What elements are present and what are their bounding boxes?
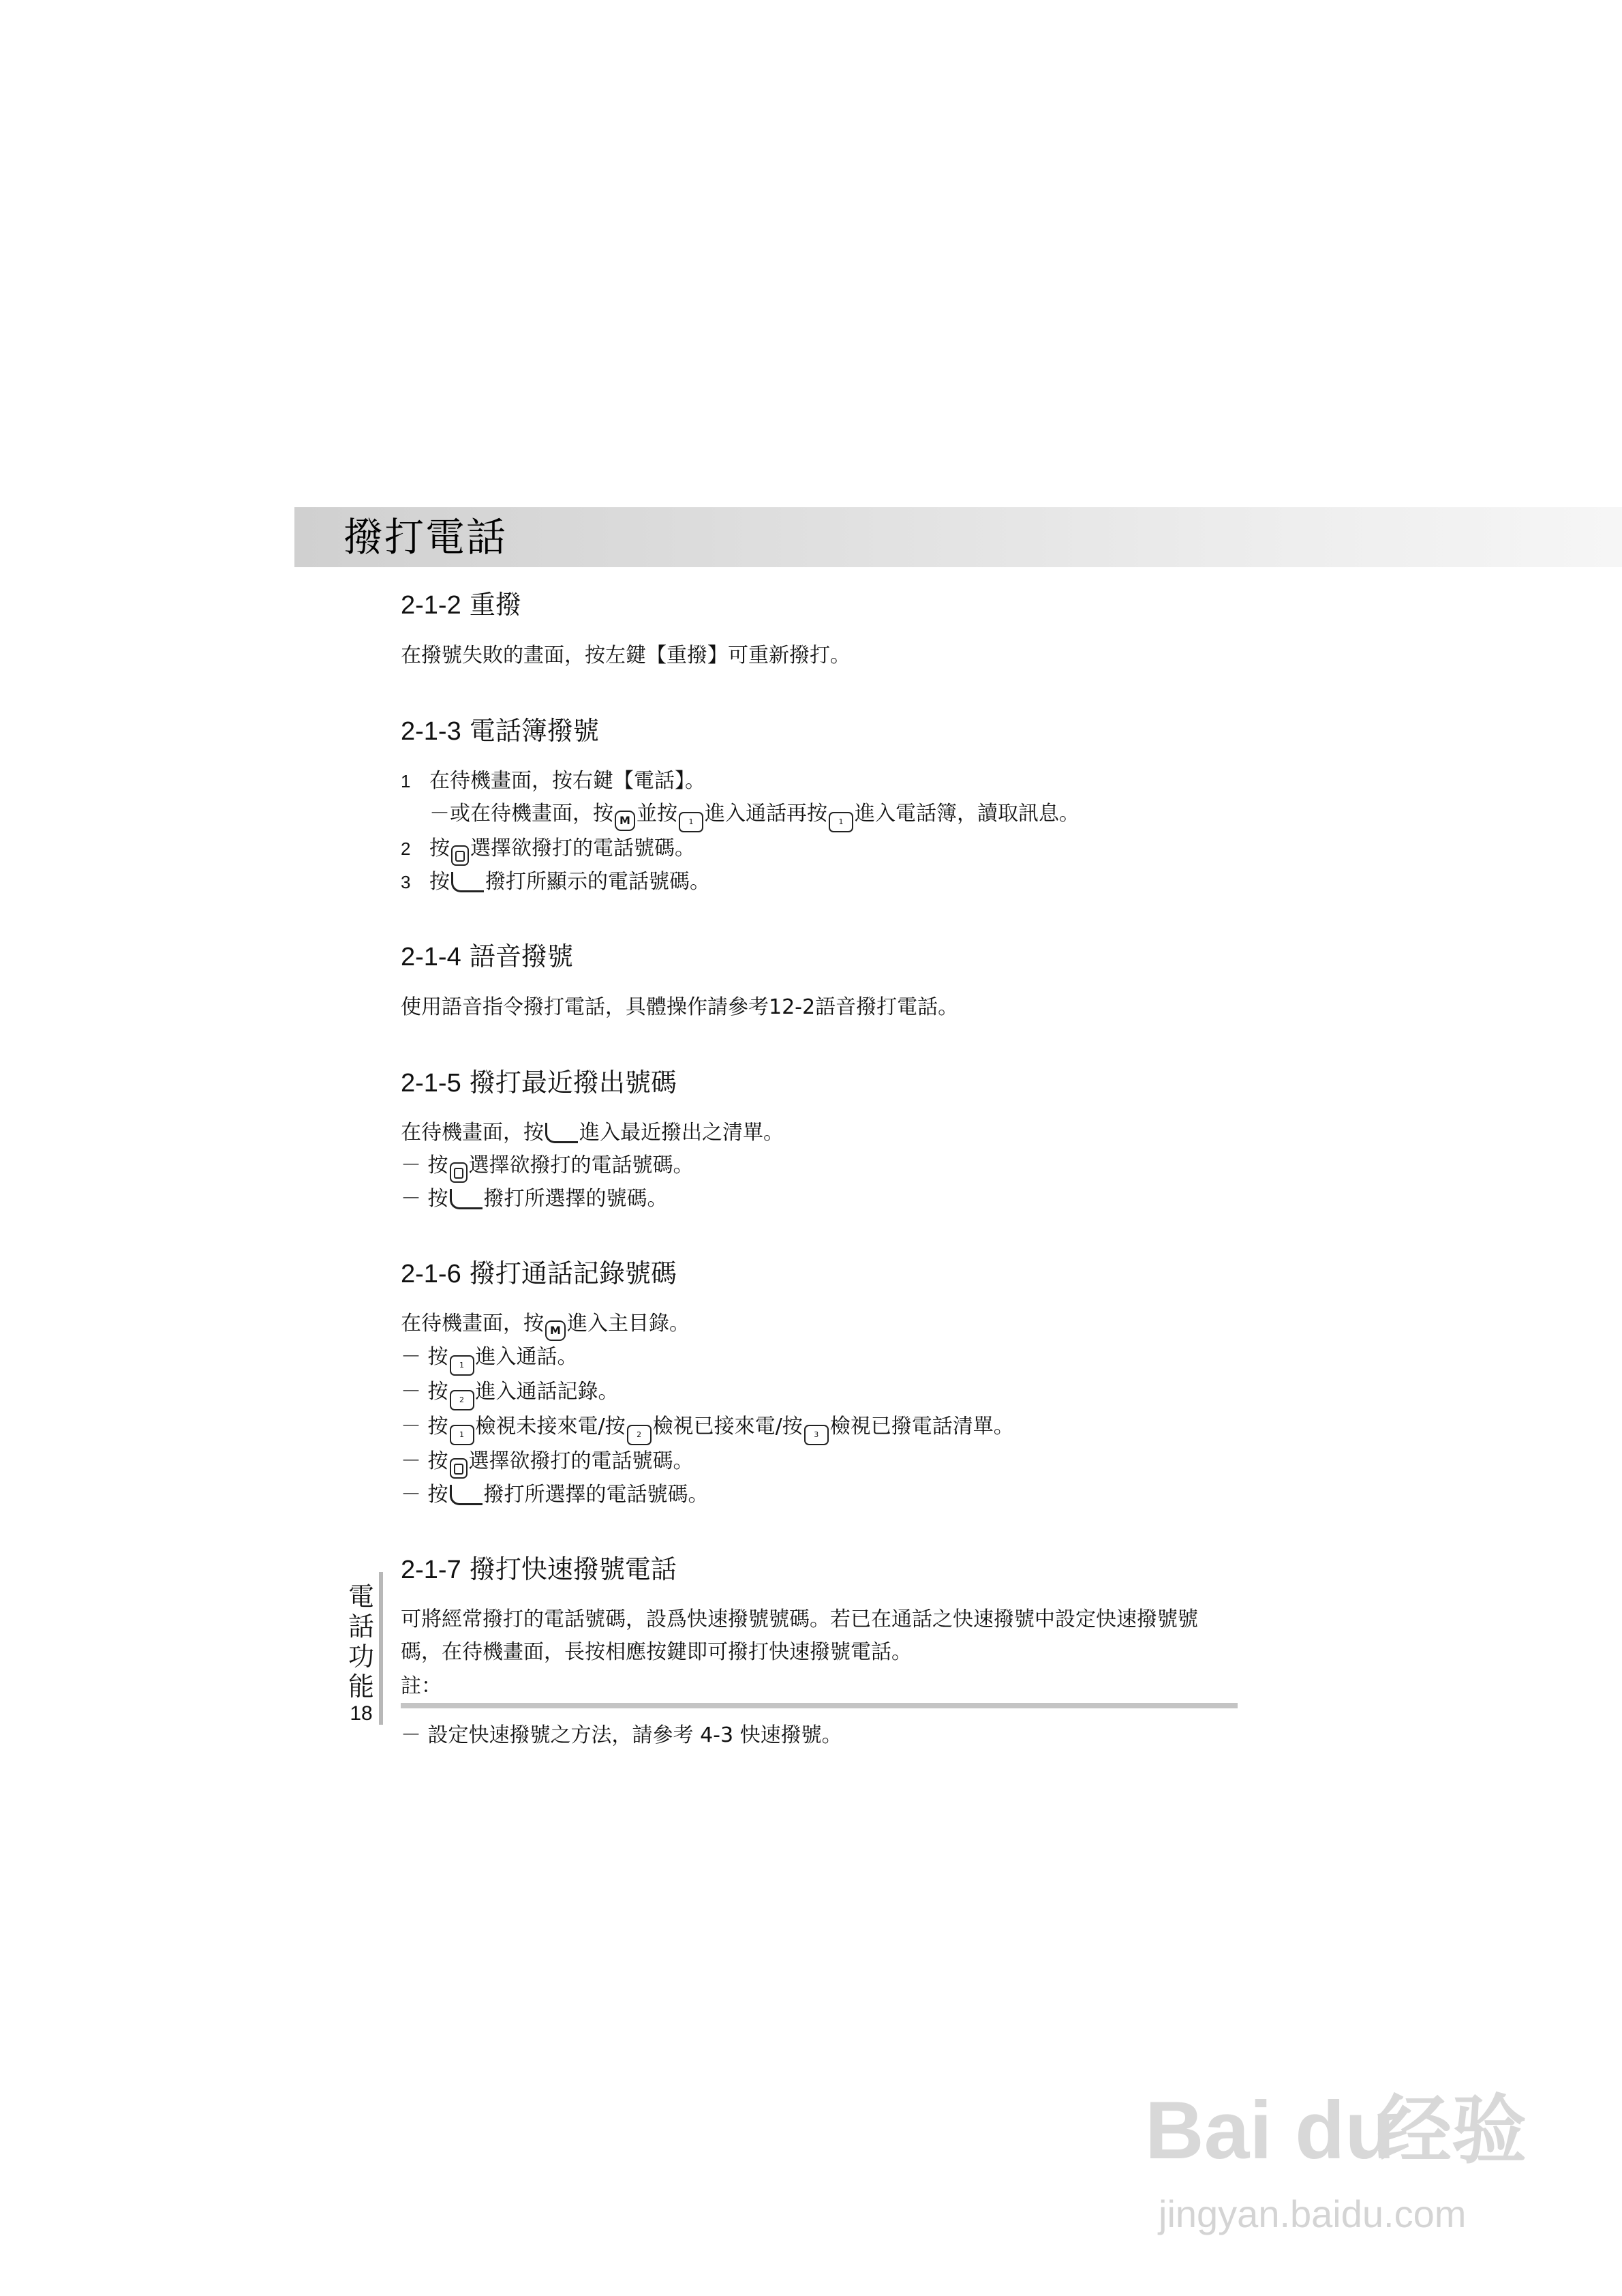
section-2-1-6	[401, 1255, 1239, 1511]
section-number: 2-1-4	[401, 943, 461, 971]
line-text: 選擇欲撥打的電話號碼。	[468, 1153, 694, 1177]
line-text: － 按	[401, 1380, 448, 1404]
key-2-icon: 2	[450, 1390, 474, 1410]
section-body-line: 碼，在待機畫面，長按相應按鍵即可撥打快速撥號電話。	[401, 1640, 912, 1664]
line-text: 撥打所選擇的號碼。	[483, 1187, 668, 1211]
nav-key-icon	[450, 1458, 468, 1479]
key-1-icon: 1	[829, 812, 853, 832]
instruction-line	[401, 1183, 1239, 1215]
step-text: 進入電話簿，讀取訊息。	[855, 802, 1080, 826]
side-tab-char: 功	[348, 1642, 374, 1672]
section-body: 在撥號失敗的畫面，按左鍵【重撥】可重新撥打。	[401, 644, 851, 667]
key-1-icon: 1	[450, 1425, 474, 1445]
instruction-line	[401, 1341, 1239, 1376]
instruction-line	[401, 1479, 1239, 1511]
line-text: 在待機畫面，按	[401, 1121, 544, 1145]
line-text: － 按	[401, 1345, 448, 1369]
note-divider	[401, 1703, 1238, 1708]
line-text: － 按	[401, 1415, 448, 1438]
step-text: 進入通話再按	[705, 802, 827, 826]
section-2-1-7	[401, 1551, 1239, 1752]
step-text: 選擇欲撥打的電話號碼。	[470, 836, 695, 860]
section-title: 撥打最近撥出號碼	[469, 1068, 677, 1098]
side-tab	[341, 1582, 382, 1726]
section-heading	[401, 586, 1239, 624]
instruction-line	[401, 1117, 1239, 1149]
send-key-icon	[451, 872, 484, 892]
section-title: 撥打快速撥號電話	[469, 1554, 677, 1584]
step-text: 撥打所顯示的電話號碼。	[485, 870, 710, 894]
step-text: 並按	[637, 802, 677, 826]
step-2	[401, 832, 1239, 866]
step-text: 在待機畫面，按右鍵【電話】。	[429, 769, 705, 793]
line-text: 撥打所選擇的電話號碼。	[483, 1483, 709, 1507]
step-text: －或在待機畫面，按	[429, 802, 613, 826]
chapter-title: 撥打電話	[343, 514, 508, 560]
step-number: 3	[401, 872, 411, 892]
page-content	[401, 586, 1239, 1792]
key-1-icon: 1	[679, 812, 703, 832]
section-2-1-3	[401, 712, 1239, 898]
step-text: 按	[429, 870, 450, 894]
line-text: － 按	[401, 1187, 448, 1211]
section-number: 2-1-7	[401, 1556, 461, 1584]
line-text: 進入主目錄。	[567, 1312, 690, 1335]
instruction-line	[401, 1376, 1239, 1410]
chapter-banner	[294, 507, 1622, 567]
section-number: 2-1-5	[401, 1069, 461, 1098]
line-text: 檢視已撥電話清單。	[829, 1415, 1014, 1438]
side-tab-char: 電	[348, 1582, 374, 1612]
send-key-icon	[450, 1189, 483, 1209]
section-title: 重撥	[469, 590, 521, 620]
section-title: 撥打通話記錄號碼	[469, 1258, 677, 1288]
instruction-line	[401, 1308, 1239, 1341]
key-2-icon: 2	[627, 1425, 652, 1445]
section-body-line: 可將經常撥打的電話號碼，設爲快速撥號號碼。若已在通話之快速撥號中設定快速撥號號	[401, 1607, 1198, 1631]
section-title: 電話簿撥號	[469, 716, 599, 746]
key-1-icon: 1	[450, 1355, 474, 1376]
step-text: 按	[429, 836, 450, 860]
section-heading	[401, 1551, 1239, 1588]
section-number: 2-1-3	[401, 717, 461, 746]
section-2-1-5	[401, 1064, 1239, 1215]
side-tab-char: 話	[348, 1612, 374, 1642]
section-heading	[401, 712, 1239, 750]
note-text: － 設定快速撥號之方法，請參考 4-3 快速撥號。	[401, 1723, 842, 1747]
instruction-line	[401, 1149, 1239, 1183]
step-number: 2	[401, 839, 411, 859]
section-number: 2-1-2	[401, 591, 461, 620]
line-text: 檢視已接來電/按	[652, 1415, 803, 1438]
step-1-alt	[401, 798, 1239, 832]
watermark-url: jingyan.baidu.com	[1159, 2192, 1467, 2235]
watermark-cn: 经验	[1377, 2087, 1527, 2174]
key-3-icon: 3	[804, 1425, 829, 1445]
line-text: － 按	[401, 1449, 448, 1473]
note-label: 註：	[401, 1674, 442, 1698]
step-number: 1	[401, 771, 411, 791]
menu-key-icon: M	[545, 1320, 566, 1341]
section-body: 使用語音指令撥打電話，具體操作請參考12-2語音撥打電話。	[401, 995, 959, 1019]
nav-key-icon	[450, 1162, 468, 1183]
line-text: － 按	[401, 1483, 448, 1507]
side-tab-char: 能	[348, 1672, 374, 1702]
section-heading	[401, 1255, 1239, 1293]
section-number: 2-1-6	[401, 1260, 461, 1288]
instruction-line	[401, 1410, 1239, 1445]
line-text: 進入通話。	[475, 1345, 578, 1369]
line-text: － 按	[401, 1153, 448, 1177]
section-title: 語音撥號	[469, 941, 573, 971]
send-key-icon	[450, 1485, 483, 1505]
send-key-icon	[545, 1123, 578, 1143]
line-text: 檢視未接來電/按	[475, 1415, 626, 1438]
line-text: 選擇欲撥打的電話號碼。	[468, 1449, 694, 1473]
step-1	[401, 765, 1239, 798]
nav-key-icon	[451, 845, 469, 866]
instruction-line	[401, 1445, 1239, 1479]
line-text: 在待機畫面，按	[401, 1312, 544, 1335]
line-text: 進入最近撥出之清單。	[579, 1121, 784, 1145]
watermark-brand: Bai du	[1145, 2085, 1395, 2176]
section-heading	[401, 1064, 1239, 1102]
section-heading	[401, 938, 1239, 976]
section-2-1-4	[401, 938, 1239, 1025]
baidu-watermark	[1145, 2059, 1527, 2263]
section-2-1-2	[401, 586, 1239, 673]
step-3	[401, 866, 1239, 898]
page-number: 18	[350, 1702, 373, 1725]
line-text: 進入通話記錄。	[475, 1380, 619, 1404]
menu-key-icon: M	[615, 811, 635, 831]
